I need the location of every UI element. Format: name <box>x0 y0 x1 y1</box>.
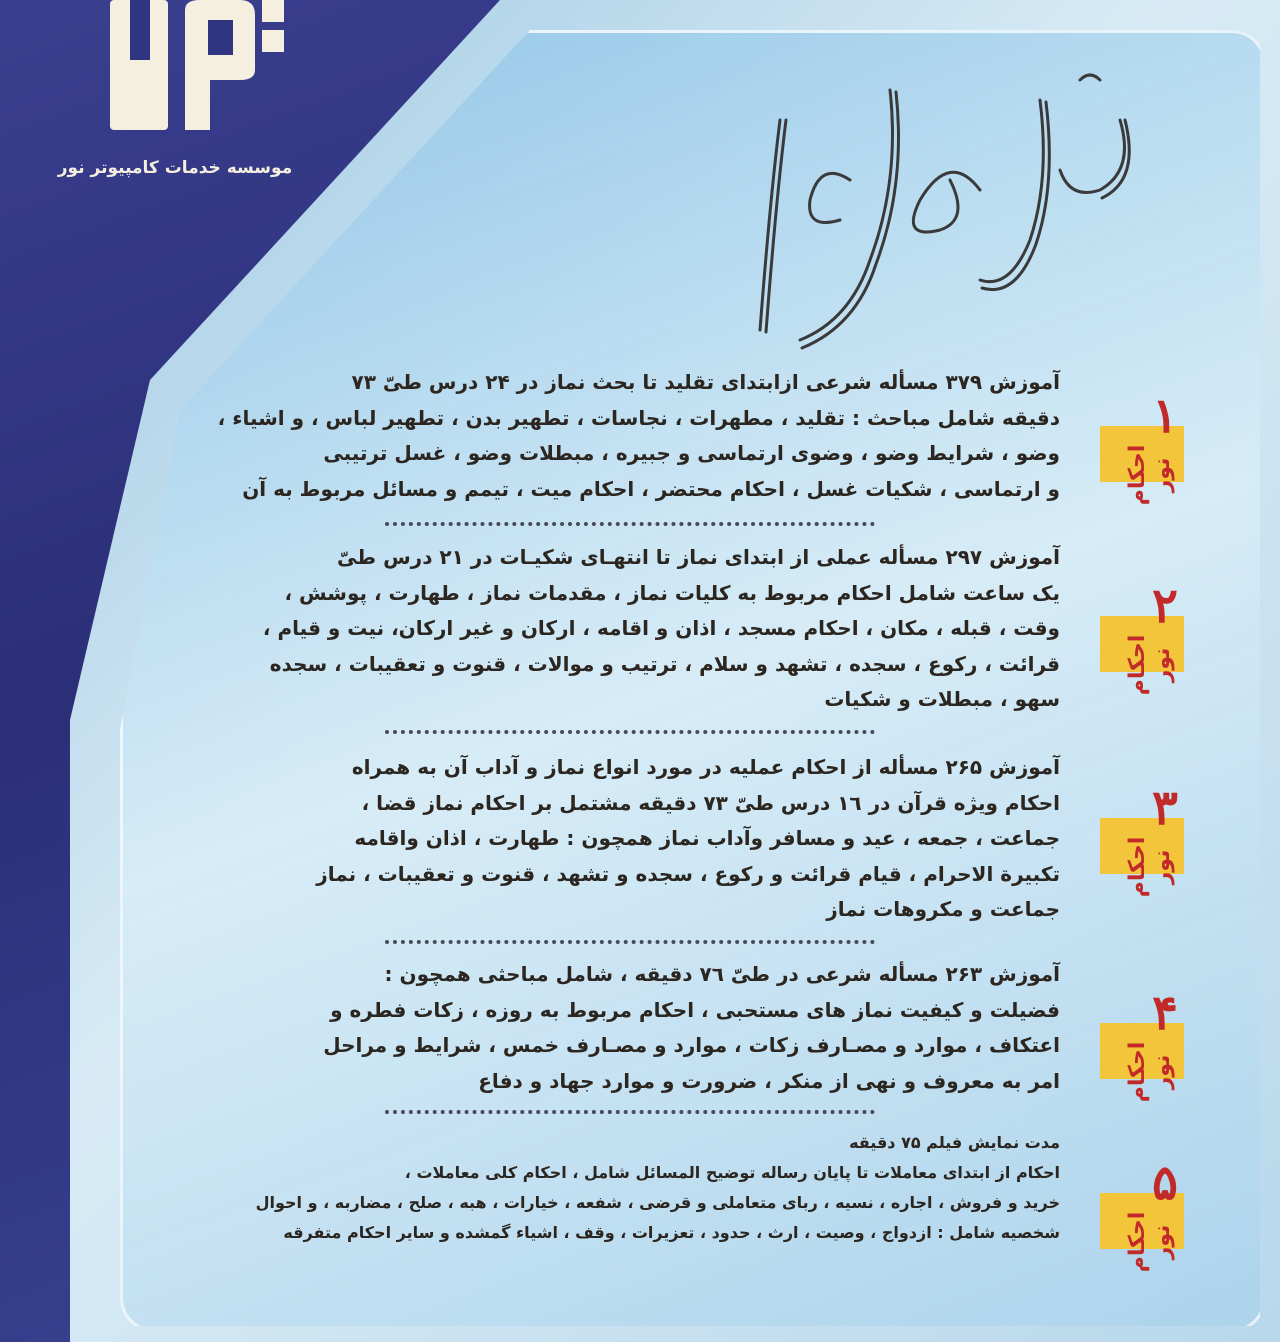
badge-label: احکام نور <box>1125 1041 1175 1103</box>
section-line: یک ساعت شامل احکام مربوط به کلیات نماز ، مقدمات نماز ، طهارت ، پوشش ، <box>284 580 1060 605</box>
badge-2 <box>1100 578 1200 696</box>
title-calligraphy <box>740 60 1160 350</box>
section-line: آموزش ۳۷۹ مسأله شرعی ازابتدای تقلید تا بحث نماز در ۲۴ درس طیّ ۷۳ <box>351 370 1060 394</box>
section-line: خرید و فروش ، اجاره ، نسیه ، ربای متعاملی و قرضی ، شفعه ، خیارات ، هبه ، صلح ، مضاربه ، و احوال <box>255 1193 1060 1212</box>
badge-1 <box>1100 388 1200 506</box>
section-line: و ارتماسی ، شکیات غسل ، احکام محتضر ، احکام میت ، تیمم و مسائل مربوط به آن <box>242 476 1060 501</box>
section-line: شخصیه شامل : ازدواج ، وصیت ، ارث ، حدود ، تعزیرات ، وقف ، اشیاء گمشده و سایر احکام متفرقه <box>283 1223 1060 1242</box>
section-2 <box>180 540 1060 718</box>
badge-number: ۳ <box>1152 780 1178 836</box>
brand-caption: موسسه خدمات کامپیوتر نور <box>57 158 293 178</box>
section-line: آموزش ۲۶۵ مسأله از احکام عملیه در مورد انواع نماز و آداب آن به همراه <box>351 755 1060 779</box>
section-line: احکام ویژه قرآن در ۱٦ درس طیّ ۷۳ دقیقه مشتمل بر احکام نماز قضا ، <box>361 790 1060 815</box>
section-5 <box>180 1128 1060 1248</box>
badge-label: احکام نور <box>1125 634 1175 696</box>
section-line: جماعت و مکروهات نماز <box>826 897 1060 921</box>
section-lead: مدت نمایش فیلم ۷۵ دقیقه <box>849 1133 1060 1152</box>
badge-3 <box>1100 780 1200 898</box>
section-line: سهو ، مبطلات و شکیات <box>824 687 1060 711</box>
section-line: آموزش ۲۹۷ مسأله عملی از ابتدای نماز تا انتهـای شکیـات در ۲۱ درس طیّ <box>337 545 1060 569</box>
badge-label: احکام نور <box>1125 444 1175 506</box>
separator <box>385 1110 875 1114</box>
separator <box>385 940 875 944</box>
section-line: تکبیرة الاحرام ، قیام قرائت و رکوع ، سجده و تشهد ، قنوت و تعقیبات ، نماز <box>316 861 1060 886</box>
separator <box>385 522 875 526</box>
brand-logo <box>30 0 293 190</box>
section-line: دقیقه شامل مباحث : تقلید ، مطهرات ، نجاسات ، تطهیر بدن ، تطهیر لباس ، و اشیاء ، <box>217 405 1060 430</box>
badge-label: احکام نور <box>1125 836 1175 898</box>
section-line: امر به معروف و نهی از منکر ، ضرورت و موارد جهاد و دفاع <box>478 1068 1060 1093</box>
section-line: اعتکاف ، موارد و مصـارف زکات ، موارد و مصـارف خمس ، شرایط و مراحل <box>323 1033 1060 1057</box>
noor-logo-icon <box>90 0 290 140</box>
badge-5 <box>1100 1155 1200 1273</box>
separator <box>385 730 875 734</box>
section-1 <box>180 365 1060 507</box>
badge-number: ۴ <box>1152 985 1178 1041</box>
section-line: احکام از ابتدای معاملات تا پایان رساله توضیح المسائل شامل ، احکام کلی معاملات ، <box>404 1163 1060 1182</box>
badge-number: ۵ <box>1152 1155 1178 1211</box>
section-3 <box>180 750 1060 928</box>
section-line: آموزش ۲۶۳ مسأله شرعی در طیّ ۷٦ دقیقه ، شامل مباحثی همچون : <box>384 962 1060 986</box>
section-line: فضیلت و کیفیت نماز های مستحبی ، احکام مربوط به روزه ، زکات فطره و <box>330 997 1060 1022</box>
badge-label: احکام نور <box>1125 1211 1175 1273</box>
badge-4 <box>1100 985 1200 1103</box>
section-line: قرائت ، رکوع ، سجده ، تشهد و سلام ، ترتیب و موالات ، قنوت و تعقیبات ، سجده <box>269 651 1060 676</box>
section-4 <box>180 957 1060 1099</box>
badge-number: ۲ <box>1152 578 1178 634</box>
section-line: وضو ، شرایط وضو ، وضوی ارتماسی و جبیره ، مبطلات وضو ، غسل ترتیبی <box>323 441 1060 465</box>
section-line: وقت ، قبله ، مکان ، احکام مسجد ، اذان و اقامه ، ارکان و غیر ارکان، نیت و قیام ، <box>262 616 1060 640</box>
badge-number: ۱ <box>1152 388 1178 444</box>
section-line: جماعت ، جمعه ، عید و مسافر وآداب نماز همچون : طهارت ، اذان واقامه <box>354 826 1060 850</box>
